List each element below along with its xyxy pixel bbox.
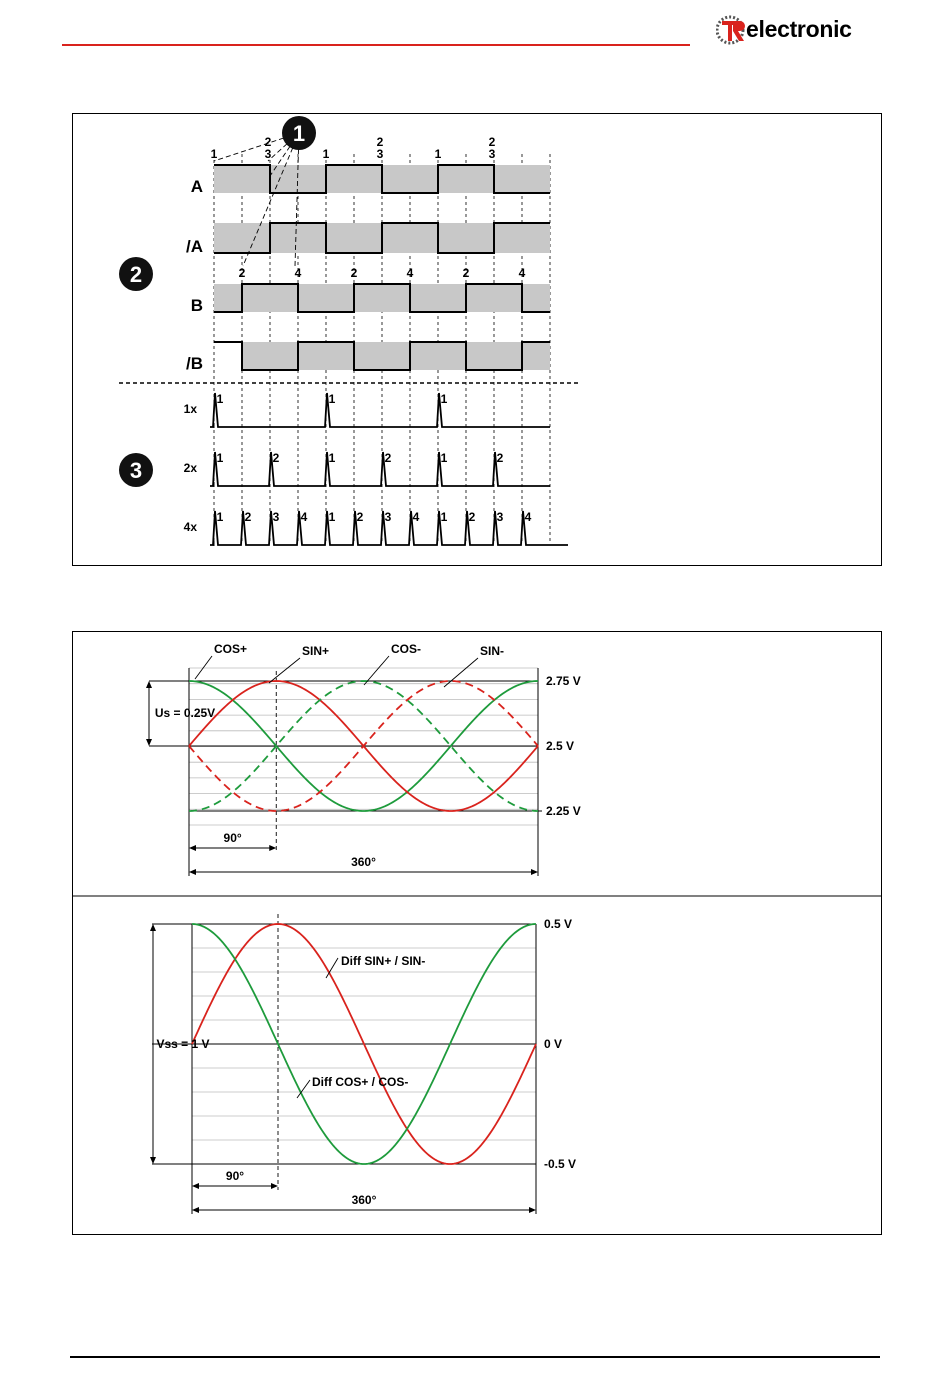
arrow-head	[192, 1183, 199, 1189]
series-leader	[326, 958, 338, 978]
edge-label: 4	[294, 266, 302, 280]
timing-diagram	[73, 114, 881, 565]
analog-signals-chart	[73, 632, 881, 1234]
count-pulse-label: 2	[244, 510, 252, 524]
brand-logo	[716, 12, 876, 48]
series-leader	[444, 658, 478, 687]
marker-number-1: 1	[292, 121, 306, 146]
arrow-head	[271, 1183, 278, 1189]
pulse-fill-3	[298, 342, 354, 370]
edge-label: 3	[376, 147, 384, 161]
count-pulse-label: 3	[272, 510, 280, 524]
marker-number-2: 2	[129, 262, 143, 287]
quarter-period-label: 90°	[223, 831, 242, 845]
edge-label: 4	[406, 266, 414, 280]
edge-label: 3	[264, 147, 272, 161]
pulse-fill-1	[326, 223, 382, 253]
pulse-fill-2	[466, 284, 522, 312]
marker-number-3: 3	[129, 458, 143, 483]
arrow-head	[189, 869, 196, 875]
count-pulse-label: 2	[496, 451, 504, 465]
pulse-fill-3	[242, 342, 298, 370]
series-label: Diff COS+ / COS-	[312, 1075, 409, 1089]
channel-label-0: A	[190, 177, 203, 196]
count-pulse-label: 1	[328, 392, 336, 406]
arrow-head	[150, 1157, 156, 1164]
count-pulse-label: 3	[384, 510, 392, 524]
count-pulse-label: 2	[356, 510, 364, 524]
y-tick-label: 2.5 V	[546, 739, 575, 753]
series-label: Diff SIN+ / SIN-	[341, 954, 426, 968]
series-label: COS+	[214, 642, 248, 656]
edge-label: 4	[518, 266, 526, 280]
arrow-head	[531, 869, 538, 875]
series-leader	[195, 656, 212, 679]
quarter-period-label: 90°	[225, 1169, 245, 1183]
count-pulse-label: 1	[328, 451, 336, 465]
count-pulse-label: 1	[440, 510, 448, 524]
count-pulse-label: 4	[412, 510, 420, 524]
count-waveform-0	[210, 393, 550, 427]
channel-label-3: /B	[186, 354, 203, 373]
edge-label: 2	[264, 135, 272, 149]
y-tick-label: 0 V	[544, 1037, 563, 1051]
channel-label-2: B	[190, 296, 203, 315]
pulse-fill-1	[438, 223, 494, 253]
pulse-fill-1	[214, 223, 270, 253]
count-pulse-label: 2	[468, 510, 476, 524]
arrow-head	[269, 845, 276, 851]
footer-rule	[70, 1356, 880, 1358]
edge-label: 2	[238, 266, 246, 280]
tr-logo-icon	[716, 12, 746, 48]
pulse-fill-1	[270, 223, 326, 253]
series-leader	[269, 658, 300, 683]
pulse-fill-3	[466, 342, 522, 370]
arrow-head	[529, 1207, 536, 1213]
arrow-head	[192, 1207, 199, 1213]
amplitude-label: Vss = 1 V	[156, 1037, 210, 1051]
edge-label: 2	[350, 266, 358, 280]
pulse-fill-2	[354, 284, 410, 312]
pulse-fill-2	[298, 284, 354, 312]
pulse-fill-1	[494, 223, 550, 253]
y-tick-label: -0.5 V	[544, 1157, 577, 1171]
pulse-fill-3	[522, 342, 550, 370]
count-pulse-label: 4	[524, 510, 532, 524]
pulse-fill-0	[382, 165, 438, 193]
count-label-2: 4x	[183, 520, 197, 534]
pulse-fill-2	[522, 284, 550, 312]
count-pulse-label: 3	[496, 510, 504, 524]
count-pulse-label: 1	[216, 510, 224, 524]
pulse-fill-2	[410, 284, 466, 312]
arrow-head	[150, 924, 156, 931]
y-tick-label: 2.25 V	[546, 804, 581, 818]
arrow-head	[146, 739, 152, 746]
header-rule	[62, 44, 690, 46]
pulse-fill-1	[382, 223, 438, 253]
pulse-fill-0	[438, 165, 494, 193]
count-pulse-label: 4	[300, 510, 308, 524]
edge-label: 2	[462, 266, 470, 280]
pulse-fill-0	[326, 165, 382, 193]
pulse-fill-2	[242, 284, 298, 312]
count-pulse-label: 1	[440, 392, 448, 406]
full-period-label: 360°	[351, 1193, 377, 1207]
channel-label-1: /A	[186, 237, 203, 256]
arrow-head	[146, 681, 152, 688]
arrow-head	[189, 845, 196, 851]
count-pulse-label: 1	[216, 392, 224, 406]
count-label-1: 2x	[183, 461, 197, 475]
analog-signals-box	[72, 631, 882, 1235]
count-pulse-label: 2	[384, 451, 392, 465]
count-label-0: 1x	[183, 402, 197, 416]
edge-label: 2	[376, 135, 384, 149]
logo-text: electronic	[746, 16, 852, 42]
pulse-fill-0	[214, 165, 270, 193]
edge-label: 1	[322, 147, 330, 161]
pulse-fill-2	[214, 284, 242, 312]
series-label: SIN-	[480, 644, 504, 658]
edge-label: 3	[488, 147, 496, 161]
count-pulse-label: 1	[328, 510, 336, 524]
y-tick-label: 2.75 V	[546, 674, 581, 688]
pulse-fill-0	[494, 165, 550, 193]
pulse-fill-3	[354, 342, 410, 370]
amplitude-label: Us = 0.25V	[154, 706, 216, 720]
count-pulse-label: 2	[272, 451, 280, 465]
count-pulse-label: 1	[440, 451, 448, 465]
series-label: COS-	[391, 642, 421, 656]
edge-label: 2	[488, 135, 496, 149]
timing-diagram-box	[72, 113, 882, 566]
count-pulse-label: 1	[216, 451, 224, 465]
edge-label: 1	[210, 147, 218, 161]
edge-label: 1	[434, 147, 442, 161]
series-label: SIN+	[302, 644, 330, 658]
y-tick-label: 0.5 V	[544, 917, 573, 931]
pulse-fill-3	[410, 342, 466, 370]
full-period-label: 360°	[351, 855, 376, 869]
